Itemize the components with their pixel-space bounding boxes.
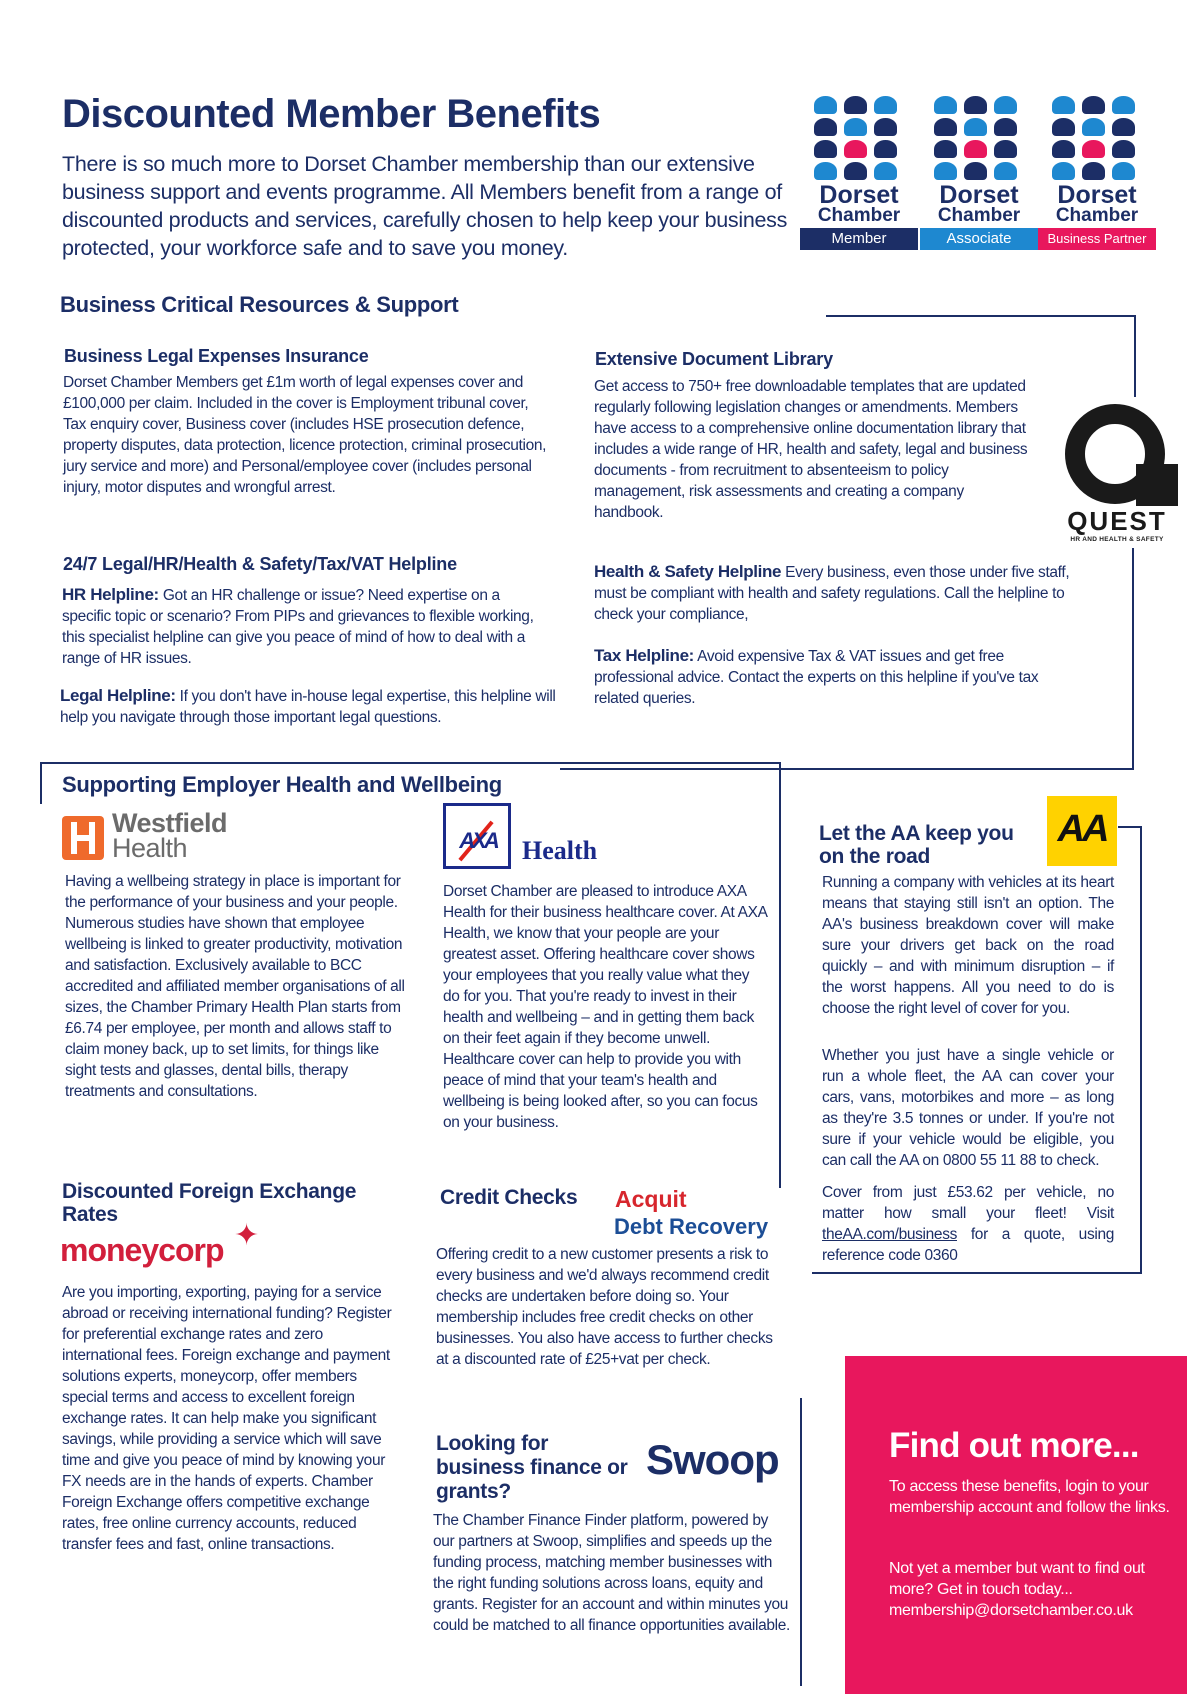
sparkle-icon: ✦: [234, 1219, 260, 1252]
finance-text: The Chamber Finance Finder platform, powered by our partners at Swoop, simplifies and speeds up the funding process, matching member businesses with the right funding solutions across loans, equity and grants. Register for an account and within minutes you could be matched to all finance opportunities available.: [433, 1512, 790, 1634]
frame-line: [1140, 826, 1142, 1274]
legal-helpline-label: Legal Helpline:: [60, 686, 176, 705]
logo-sub: Chamber: [817, 205, 901, 226]
logo-word: Dorset: [819, 181, 899, 209]
chamber-mark-icon: [814, 96, 900, 182]
acquit-logo-sub: Debt Recovery: [614, 1214, 769, 1239]
section-title-wellbeing: Supporting Employer Health and Wellbeing: [62, 772, 506, 798]
helpline-title: 24/7 Legal/HR/Health & Safety/Tax/VAT Helpline: [63, 554, 457, 574]
tax-helpline-text: Avoid expensive Tax & VAT issues and get free professional advice. Contact the experts on this helpline if you've tax related queries.: [594, 648, 1039, 707]
axa-logo: [443, 803, 511, 869]
logo-associate: [920, 96, 1038, 254]
logo-tag-associate: Associate: [920, 228, 1038, 250]
hr-helpline-text: Got an HR challenge or issue? Need expertise on a specific topic or scenario? From PIPs and grievances to flexible working, this specialist helpline can give you peace of mind of how to deal with a range of HR issues.: [62, 587, 534, 667]
cta-panel: [845, 1356, 1187, 1694]
intro-paragraph: There is so much more to Dorset Chamber membership than our extensive business support and events programme. All Members benefit from a range of discounted products and services, carefully chosen to help keep your business protected, your workforce safe and to save you money.: [62, 152, 788, 260]
frame-line: [779, 762, 781, 1188]
logo-tag-member: Member: [800, 228, 918, 250]
acquit-logo: Acquit: [615, 1186, 687, 1212]
chamber-mark-icon: [1052, 96, 1138, 182]
tax-helpline: [594, 645, 1084, 709]
hr-helpline-label: HR Helpline:: [62, 585, 159, 604]
aa-text-3: Cover from just £53.62 per vehicle, no matter how small your fleet! Visit theAA.com/business for a quote, using reference code 0360: [822, 1184, 1114, 1264]
frame-line: [1132, 548, 1134, 768]
cta-title: Find out more...: [889, 1426, 1139, 1465]
westfield-mark-icon: [62, 816, 104, 860]
legal-expenses-text: Dorset Chamber Members get £1m worth of legal expenses cover and £100,000 per claim. Included in the cover is Employment tribunal cover, Tax enquiry cover, Business cover (includes HSE prosecution defence, property disputes, data protection, licence protection, criminal prosecution, jury service and more) and Personal/employee cover (includes personal injury, motor disputes and wrongful arrest.: [63, 374, 547, 496]
legal-expenses-title: Business Legal Expenses Insurance: [64, 346, 369, 366]
frame-line: [1134, 315, 1136, 397]
hr-helpline: [62, 584, 552, 669]
aa-logo-text: AA: [1057, 808, 1107, 850]
logo-sub: Chamber: [937, 205, 1021, 226]
frame-line: [560, 768, 1134, 770]
cta-text-1: To access these benefits, login to your membership account and follow the links.: [889, 1478, 1170, 1516]
frame-line: [812, 1272, 1142, 1274]
chamber-mark-icon: [934, 96, 1020, 182]
credit-text: Offering credit to a new customer presents a risk to every business and we'd always recommend credit checks are undertaken before doing so. Your membership includes free credit checks on other businesses. You also have access to further checks at a discounted rate of £25+vat per check.: [436, 1246, 773, 1368]
section-title-critical: Business Critical Resources & Support: [60, 292, 459, 317]
moneycorp-logo: moneycorp: [60, 1232, 224, 1268]
fx-text: Are you importing, exporting, paying for a service abroad or receiving international funding? Register for preferential exchange rates and zero international fees. Foreign exchange and payment solutions experts, moneycorp, offer members special terms and access to excellent foreign exchange rates. It can help make you significant savings, while providing a service which will save time and give you peace of mind by knowing your FX needs are in the hands of experts. Chamber Foreign Exchange offers competitive exchange rates, free online currency accounts, reduced transfer fees and fast, online transactions.: [62, 1284, 392, 1553]
tax-helpline-label: Tax Helpline:: [594, 646, 694, 665]
logo-sub: Chamber: [1055, 205, 1139, 226]
westfield-word: Westfield: [112, 808, 228, 838]
legal-helpline: [60, 685, 585, 728]
frame-line: [1118, 826, 1142, 828]
frame-line: [40, 762, 42, 804]
logo-tag-business-partner: Business Partner: [1038, 228, 1156, 250]
fx-title: Discounted Foreign Exchange Rates: [62, 1180, 357, 1226]
legal-helpline-text: If you don't have in-house legal expertise, this helpline will help you navigate through those important legal questions.: [60, 688, 556, 726]
frame-line: [826, 315, 1136, 317]
axa-health-word: Health: [522, 836, 598, 865]
credit-title: Credit Checks: [440, 1186, 578, 1209]
hs-helpline-label: Health & Safety Helpline: [594, 562, 782, 581]
frame-line: [800, 1398, 802, 1686]
swoop-logo: Swoop: [646, 1436, 779, 1483]
aa-link[interactable]: theAA.com/business: [822, 1226, 957, 1243]
westfield-text: Having a wellbeing strategy in place is important for the performance of your business and your people. Numerous studies have shown that employee wellbeing is linked to greater productivity, motivation and satisfaction. Exclusively available to BCC accredited and affiliated member organisations of all sizes, the Chamber Primary Health Plan starts from £6.74 per employee, per month and allows staff to claim money back, up to set limits, for things like sight tests and glasses, dental bills, therapy treatments and consultations.: [65, 873, 405, 1100]
finance-title: Looking for business finance or grants?: [436, 1432, 628, 1503]
quest-word: QUEST: [1067, 506, 1167, 536]
frame-line: [40, 762, 780, 764]
axa-text: Dorset Chamber are pleased to introduce AXA Health for their business healthcare cover. At AXA Health, we know that your people are your greatest asset. Offering healthcare cover shows your employees that you really value what they do for you. That you're ready to invest in their health and wellbeing – and in getting them back on their feet again if they become unwell. Healthcare cover can help to provide you with peace of mind that your team's health and wellbeing is being looked after, so you can focus on your business.: [443, 883, 767, 1131]
document-library-text: Get access to 750+ free downloadable templates that are updated regularly following legislation changes or amendments. Members have access to a comprehensive online documentation library that includes a wide range of HR, health and safety, legal and business documents - from recruitment to absenteeism to policy management, risk assessments and creating a company handbook.: [594, 378, 1028, 521]
aa-logo: [1047, 796, 1117, 866]
axa-logo-text: AXA: [459, 828, 497, 853]
quest-tag: HR AND HEALTH & SAFETY: [1070, 536, 1164, 543]
westfield-word-health: Health: [112, 833, 188, 863]
quest-logo: [1052, 398, 1182, 548]
page-title: Discounted Member Benefits: [62, 92, 601, 136]
logo-member: [800, 96, 918, 254]
aa-text-1: Running a company with vehicles at its heart means that staying still isn't an option. The AA's business breakdown cover will make sure your drivers get back on the road quickly – and with minimum disruption – if the worst happens. All you need to do is choose the right level of cover for you.: [822, 874, 1114, 1017]
aa-text-2: Whether you just have a single vehicle or run a whole fleet, the AA can cover your cars, vans, motorbikes and more – as long as they're 3.5 tonnes or under. If you're not sure if your vehicle would be eligible, you can call the AA on 0800 55 11 88 to check.: [822, 1047, 1114, 1169]
logo-word: Dorset: [939, 181, 1019, 209]
logo-business-partner: [1038, 96, 1156, 254]
logo-word: Dorset: [1057, 181, 1137, 209]
document-library-title: Extensive Document Library: [595, 349, 833, 369]
hs-helpline-text: Every business, even those under five staff, must be compliant with health and safety regulations. Call the helpline to check your compliance,: [594, 564, 1070, 623]
cta-text-2[interactable]: Not yet a member but want to find out more? Get in touch today... membership@dorsetchamber.co.uk: [889, 1560, 1145, 1619]
aa-title: Let the AA keep you on the road: [819, 822, 1014, 868]
hs-helpline: [594, 561, 1084, 625]
